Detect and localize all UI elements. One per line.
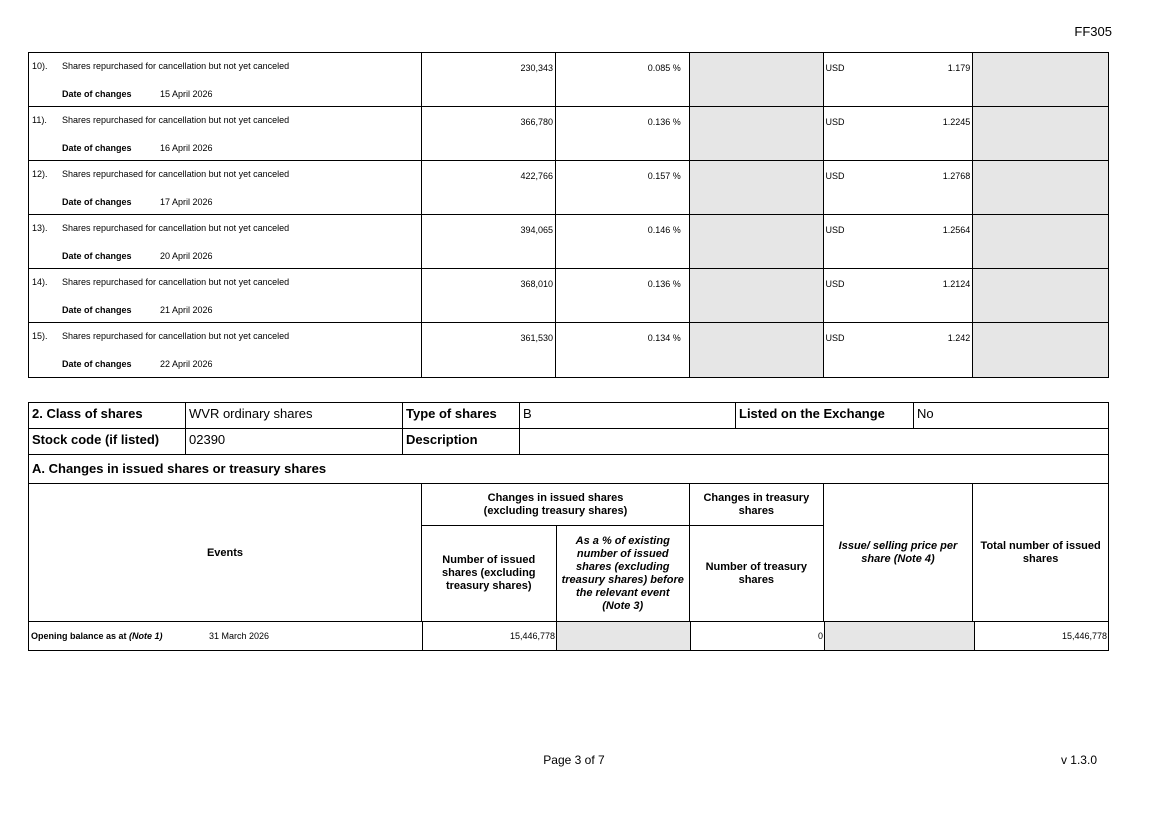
date-of-changes-label: Date of changes (62, 251, 132, 261)
total-cell-disabled (973, 215, 1108, 268)
event-row (29, 161, 1108, 215)
event-date: 20 April 2026 (160, 251, 213, 261)
description-value (520, 429, 1108, 454)
total-cell-disabled (973, 107, 1108, 160)
events-header: Events (29, 484, 422, 621)
opening-issued-shares: 15,446,778 (509, 631, 555, 641)
event-index: 14). (32, 277, 48, 287)
event-description: Shares repurchased for cancellation but not yet canceled (62, 331, 290, 341)
stock-code-row (29, 429, 1108, 455)
date-of-changes-label: Date of changes (62, 197, 132, 207)
date-of-changes-label: Date of changes (62, 305, 132, 315)
price-header: Issue/ selling price per share (Note 4) (824, 484, 974, 621)
event-currency: USD (825, 225, 845, 235)
treasury-cell-disabled (690, 323, 824, 377)
type-label: Type of shares (403, 403, 520, 428)
event-row (29, 215, 1108, 269)
opening-balance-date: 31 March 2026 (209, 631, 270, 641)
treasury-number-header: Number of treasury shares (705, 560, 808, 586)
section-a-title: A. Changes in issued shares or treasury shares (32, 461, 327, 476)
stock-code-label: Stock code (if listed) (29, 429, 186, 454)
event-percent: 0.136 % (647, 279, 681, 289)
event-date: 22 April 2026 (160, 359, 213, 369)
changes-table-header (29, 484, 1108, 622)
opening-balance-row (29, 622, 1108, 650)
type-value: B (520, 403, 736, 428)
event-currency: USD (825, 63, 845, 73)
event-price: 1.2245 (942, 117, 971, 127)
class-row (29, 403, 1108, 429)
event-description: Shares repurchased for cancellation but not yet canceled (62, 223, 290, 233)
total-cell-disabled (973, 269, 1108, 322)
listed-value: No (917, 406, 934, 421)
event-price: 1.2768 (942, 171, 971, 181)
event-price: 1.242 (947, 333, 971, 343)
event-currency: USD (825, 171, 845, 181)
event-index: 12). (32, 169, 48, 179)
opening-percent-disabled (557, 622, 691, 650)
event-description: Shares repurchased for cancellation but not yet canceled (62, 61, 290, 71)
class-label: 2. Class of shares (29, 403, 186, 428)
event-description: Shares repurchased for cancellation but not yet canceled (62, 277, 290, 287)
description-label: Description (403, 429, 520, 454)
class-value: WVR ordinary shares (186, 403, 403, 428)
event-currency: USD (825, 117, 845, 127)
listed-label: Listed on the Exchange (736, 403, 914, 428)
event-index: 11). (32, 115, 47, 125)
treasury-cell-disabled (690, 53, 824, 106)
event-number: 368,010 (520, 279, 554, 289)
event-row (29, 53, 1108, 107)
opening-total-shares: 15,446,778 (1061, 631, 1107, 641)
event-date: 15 April 2026 (160, 89, 213, 99)
event-currency: USD (825, 279, 845, 289)
event-number: 361,530 (520, 333, 554, 343)
event-price: 1.2124 (942, 279, 971, 289)
opening-treasury-shares: 0 (817, 631, 823, 641)
event-index: 13). (32, 223, 48, 233)
treasury-cell-disabled (690, 107, 824, 160)
total-cell-disabled (973, 53, 1108, 106)
form-version: v 1.3.0 (1060, 753, 1097, 767)
date-of-changes-label: Date of changes (62, 359, 132, 369)
event-row (29, 107, 1108, 161)
treasury-cell-disabled (690, 215, 824, 268)
event-number: 230,343 (520, 63, 554, 73)
note-1-ref: (Note 1) (129, 631, 163, 641)
event-price: 1.2564 (942, 225, 971, 235)
event-index: 10). (32, 61, 48, 71)
issued-number-header: Number of issued shares (excluding treasury shares) (441, 554, 536, 592)
event-price: 1.179 (947, 63, 971, 73)
event-row (29, 323, 1108, 377)
form-code: FF305 (1074, 24, 1112, 39)
issued-percent-header: As a % of existing number of issued shares (excluding treasury shares) before the relevant event (Note 3) (556, 526, 690, 621)
section-a-row (29, 455, 1108, 484)
date-of-changes-label: Date of changes (62, 89, 132, 99)
event-number: 366,780 (520, 117, 554, 127)
opening-balance-label: Opening balance as at (Note 1) (31, 631, 163, 641)
total-cell-disabled (973, 323, 1108, 377)
event-date: 21 April 2026 (160, 305, 213, 315)
event-date: 17 April 2026 (160, 197, 213, 207)
opening-price-disabled (825, 622, 975, 650)
event-number: 394,065 (520, 225, 554, 235)
event-percent: 0.134 % (647, 333, 681, 343)
event-percent: 0.085 % (647, 63, 681, 73)
event-row (29, 269, 1108, 323)
event-percent: 0.157 % (647, 171, 681, 181)
event-currency: USD (825, 333, 845, 343)
page-number: Page 3 of 7 (543, 753, 605, 767)
repurchase-events-table (28, 52, 1109, 378)
stock-code-value: 02390 (186, 429, 403, 454)
event-description: Shares repurchased for cancellation but not yet canceled (62, 115, 290, 125)
event-percent: 0.146 % (647, 225, 681, 235)
treasury-cell-disabled (690, 161, 824, 214)
event-description: Shares repurchased for cancellation but not yet canceled (62, 169, 290, 179)
date-of-changes-label: Date of changes (62, 143, 132, 153)
treasury-group-header: Changes in treasury shares (690, 484, 823, 526)
total-cell-disabled (973, 161, 1108, 214)
event-percent: 0.136 % (647, 117, 681, 127)
total-header: Total number of issued shares (980, 539, 1101, 565)
class-of-shares-section (28, 402, 1109, 651)
event-number: 422,766 (520, 171, 554, 181)
event-date: 16 April 2026 (160, 143, 213, 153)
event-index: 15). (32, 331, 48, 341)
issued-shares-group-header: Changes in issued shares (excluding treasury shares) (422, 484, 689, 526)
treasury-cell-disabled (690, 269, 824, 322)
